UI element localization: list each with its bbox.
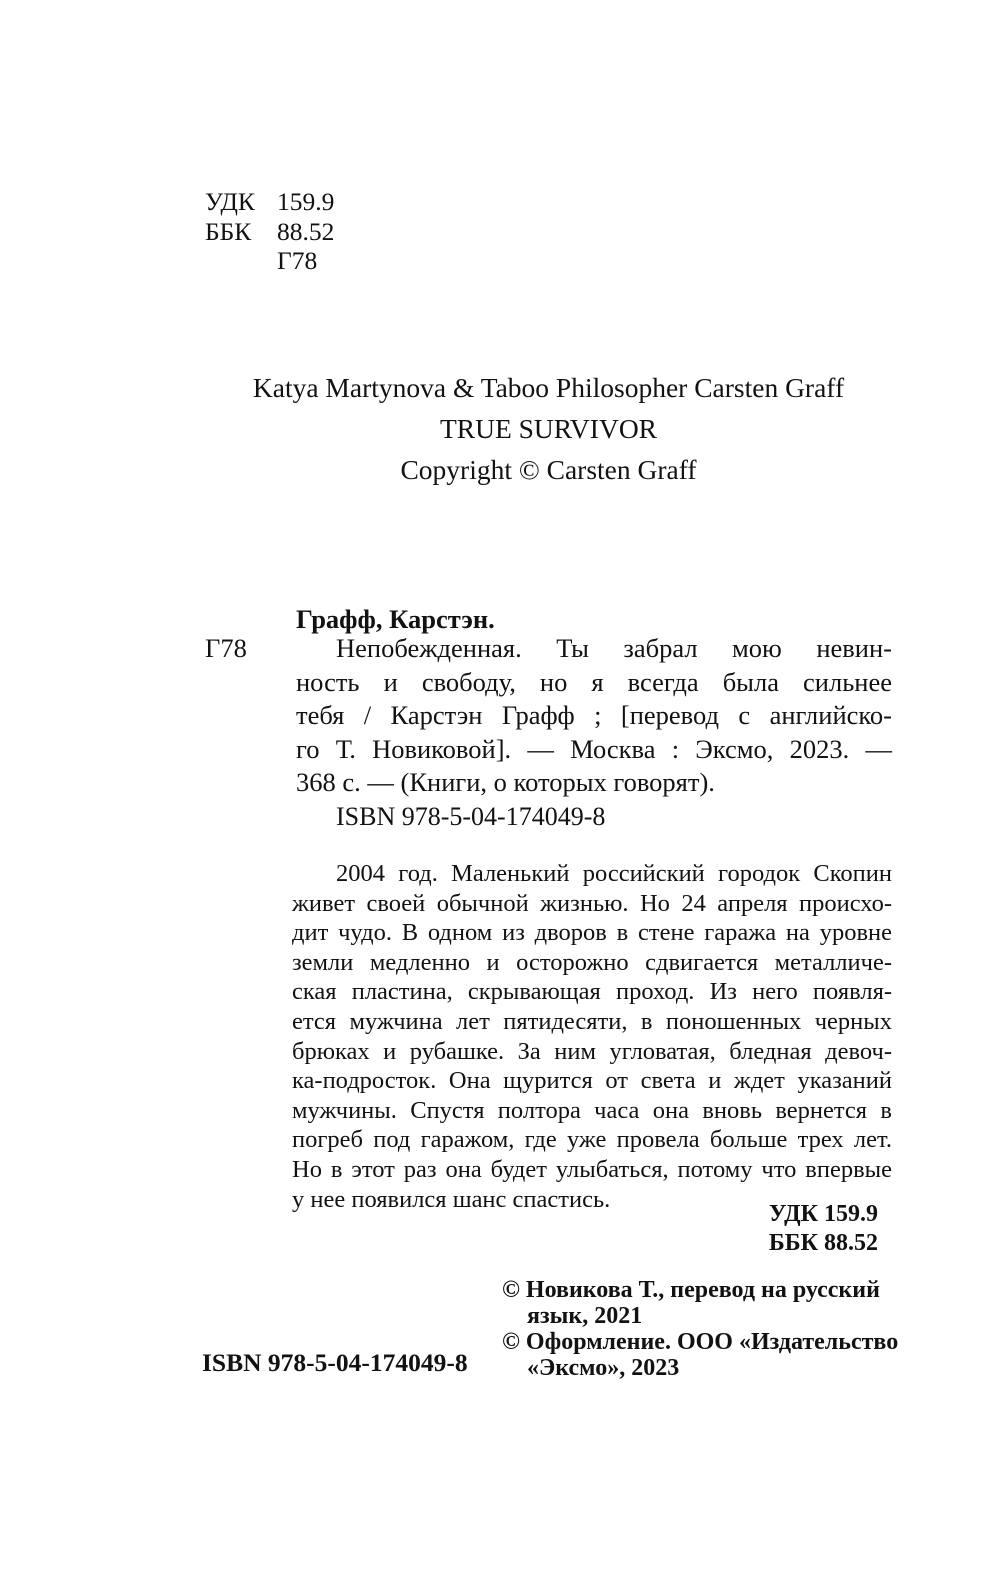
original-authors-line: Katya Martynova & Taboo Philosopher Carsten Graff [252, 372, 845, 403]
copyright-notice [502, 1277, 898, 1329]
annotation-line: ка-подросток. Она щурится от света и ждет указаний [292, 1067, 892, 1095]
bbk-value: 88.52 [277, 216, 335, 246]
catalog-description-line: ность и свободу, но я всегда была сильнее [296, 666, 892, 697]
catalog-description-line: 368 с. — (Книги, о которых говорят). [296, 767, 715, 797]
catalog-author-heading: Графф, Карстэн. [296, 604, 495, 634]
annotation [292, 859, 892, 1214]
annotation-line: 2004 год. Маленький российский городок Скопин [336, 860, 892, 887]
annotation-line: брюках и рубашке. За ним угловатая, бледная девоч- [292, 1037, 892, 1065]
copyright-notices [502, 1277, 898, 1381]
bbk-row [205, 217, 334, 247]
original-title-block [205, 367, 892, 490]
imprint-codes [205, 1200, 878, 1257]
catalog-author-code: Г78 [205, 633, 247, 663]
annotation-line: земли медленно и осторожно сдвигается металличе- [292, 948, 892, 976]
copyright-notice-line: язык, 2021 [527, 1303, 643, 1329]
original-title-line: TRUE SURVIVOR [439, 413, 658, 444]
copyright-notice-line: © Оформление. ООО «Издательство [502, 1329, 899, 1355]
author-code-row [205, 246, 334, 276]
annotation-line: ется мужчина лет пятидесяти, в поношенных черных [292, 1007, 892, 1035]
copyright-notice-line: © Новикова Т., перевод на русский [502, 1277, 880, 1303]
annotation-line: ская пластина, скрывающая проход. Из него появля- [292, 978, 892, 1006]
bottom-isbn: ISBN 978-5-04-174049-8 [202, 1348, 468, 1377]
imprint-udk: УДК 159.9 [768, 1201, 878, 1227]
catalog-description-line: го Т. Новиковой]. — Москва : Эксмо, 2023. — [296, 733, 892, 764]
original-copyright-line: Copyright © Carsten Graff [400, 454, 697, 485]
imprint-bbk: ББК 88.52 [768, 1229, 878, 1256]
annotation-line: дит чудо. В одном из дворов в стене гаража на уровне [292, 919, 892, 947]
annotation-line: у нее появился шанс спастись. [292, 1185, 611, 1213]
udk-label: УДК [205, 187, 255, 216]
author-code-value: Г78 [277, 246, 318, 275]
udk-value: 159.9 [277, 187, 335, 216]
annotation-line: Но в этот раз она будет улыбаться, потому что впервые [292, 1155, 892, 1183]
catalog-isbn: ISBN 978-5-04-174049-8 [336, 802, 606, 831]
copyright-notice [502, 1329, 898, 1381]
catalog-description-line: тебя / Карстэн Графф ; [перевод с английско- [296, 700, 892, 730]
header-codes [205, 187, 334, 276]
annotation-line: погреб под гаражом, где уже провела больше трех лет. [292, 1126, 892, 1154]
catalog-description-line: Непобежденная. Ты забрал мою невин- [336, 633, 892, 663]
author-code-spacer [205, 246, 277, 276]
copyright-notice-line: «Эксмо», 2023 [527, 1355, 680, 1381]
annotation-line: живет своей обычной жизнью. Но 24 апреля происхо- [292, 889, 892, 917]
catalog-description [296, 632, 892, 800]
udk-row [205, 187, 334, 217]
bbk-label: ББК [205, 216, 252, 246]
annotation-line: мужчины. Спустя полтора часа она вновь вернется в [292, 1096, 892, 1124]
